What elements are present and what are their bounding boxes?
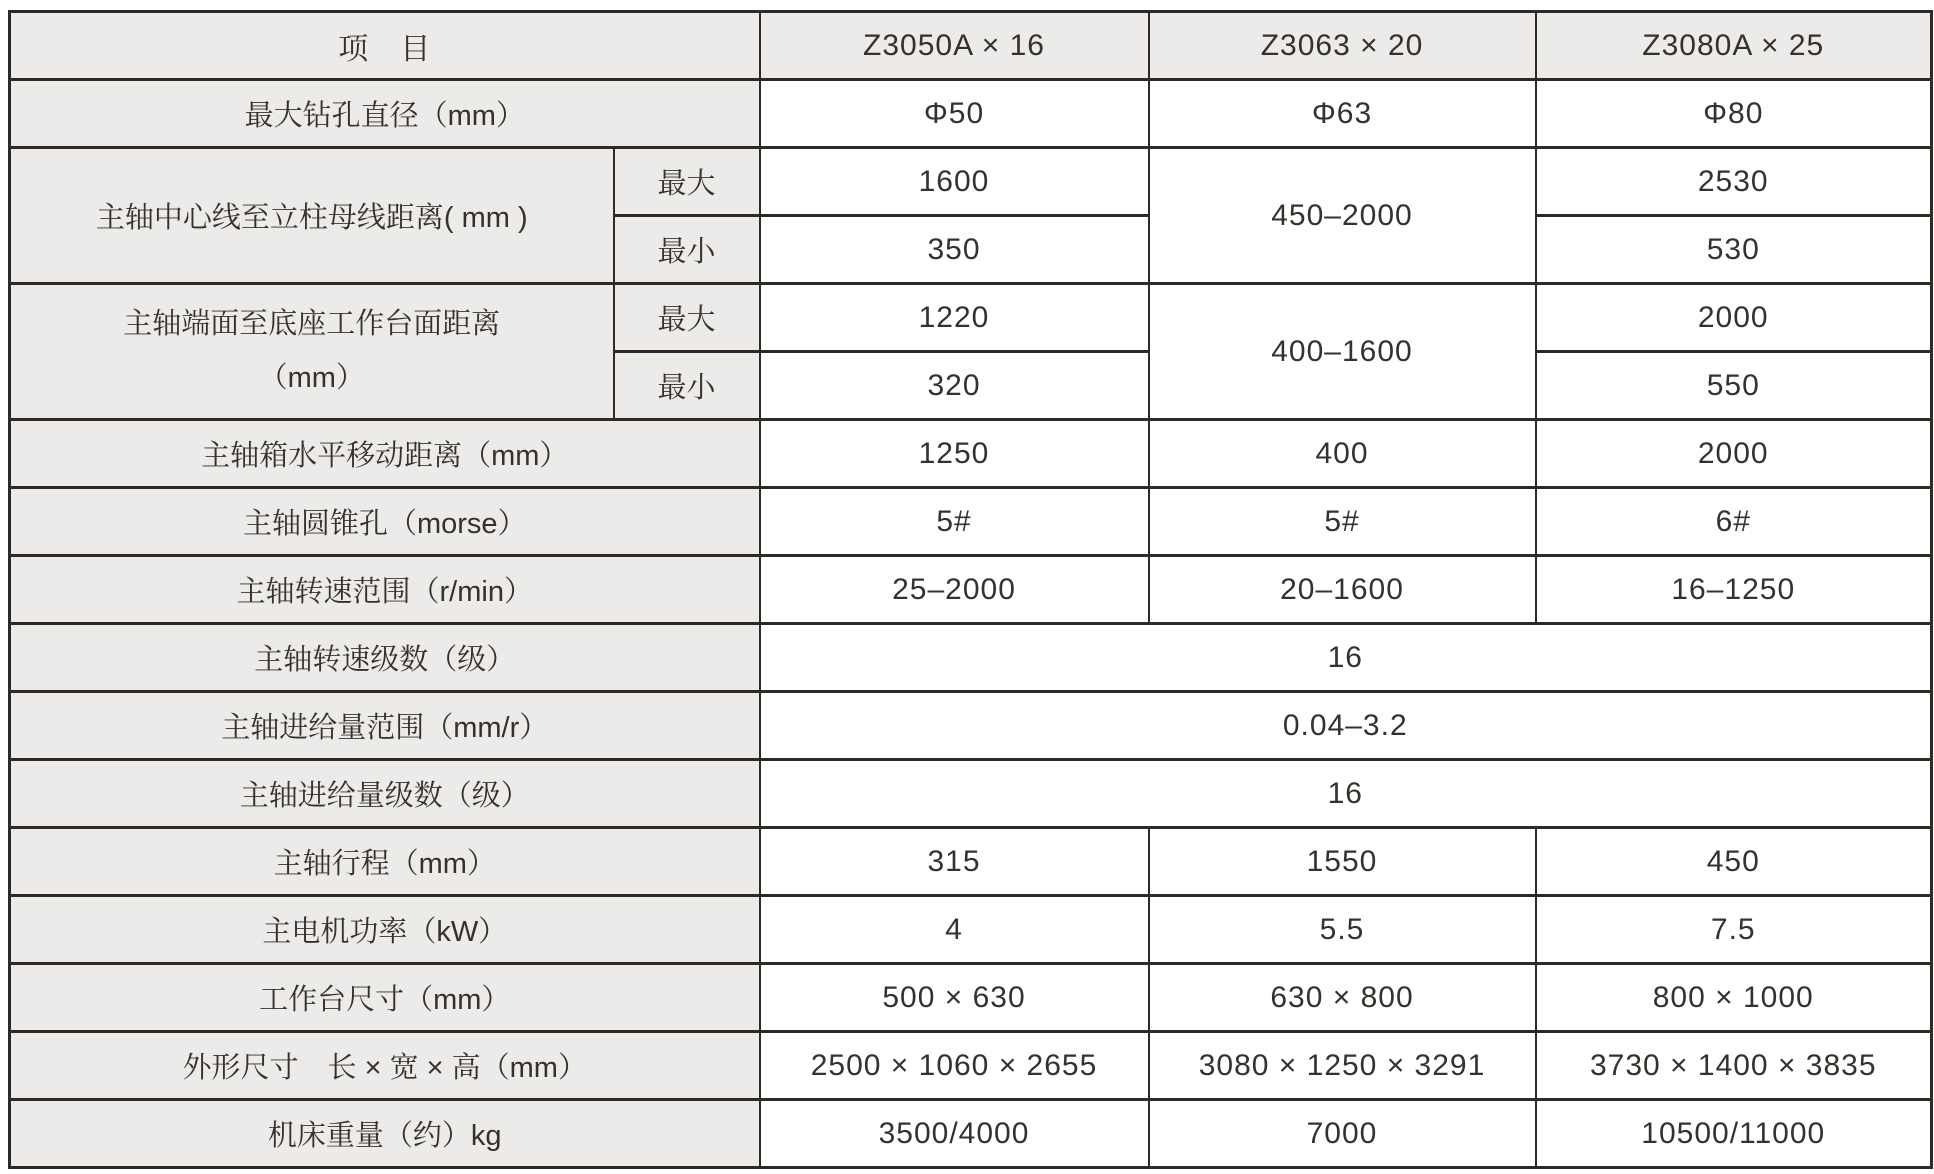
cell-table-size-c3: 800 × 1000 <box>1536 964 1932 1032</box>
cell-table-size-c1: 500 × 630 <box>760 964 1149 1032</box>
cell-horiz-move-label: 主轴箱水平移动距离（mm） <box>10 420 760 488</box>
header-model-z3050a: Z3050A × 16 <box>760 12 1149 80</box>
cell-weight-c3: 10500/11000 <box>1536 1100 1932 1168</box>
cell-dimensions-c1: 2500 × 1060 × 2655 <box>760 1032 1149 1100</box>
row-motor-power <box>10 896 1932 964</box>
cell-taper-label: 主轴圆锥孔（morse） <box>10 488 760 556</box>
cell-weight-c2: 7000 <box>1149 1100 1536 1168</box>
machine-spec-table <box>8 10 1933 1169</box>
cell-speed-range-c1: 25–2000 <box>760 556 1149 624</box>
cell-dimensions-c3: 3730 × 1400 × 3835 <box>1536 1032 1932 1100</box>
cell-center-dist-min-label: 最小 <box>614 216 760 284</box>
cell-end-dist-c2-range: 400–1600 <box>1149 284 1536 420</box>
cell-center-dist-max-label: 最大 <box>614 148 760 216</box>
cell-max-drill-c3: Φ80 <box>1536 80 1932 148</box>
cell-horiz-move-c1: 1250 <box>760 420 1149 488</box>
cell-motor-power-c3: 7.5 <box>1536 896 1932 964</box>
cell-weight-c1: 3500/4000 <box>760 1100 1149 1168</box>
row-weight <box>10 1100 1932 1168</box>
cell-center-dist-label: 主轴中心线至立柱母线距离( mm ) <box>10 148 614 284</box>
cell-speed-range-c2: 20–1600 <box>1149 556 1536 624</box>
cell-center-dist-c1-max: 1600 <box>760 148 1149 216</box>
row-stroke <box>10 828 1932 896</box>
cell-end-dist-label <box>10 284 614 420</box>
cell-speed-steps-label: 主轴转速级数（级） <box>10 624 760 692</box>
cell-taper-c3: 6# <box>1536 488 1932 556</box>
row-table-size <box>10 964 1932 1032</box>
cell-center-dist-c3-min: 530 <box>1536 216 1932 284</box>
row-feed-range <box>10 692 1932 760</box>
cell-taper-c1: 5# <box>760 488 1149 556</box>
row-center-dist-max <box>10 148 1932 216</box>
cell-speed-range-c3: 16–1250 <box>1536 556 1932 624</box>
cell-feed-steps-merged: 16 <box>760 760 1932 828</box>
cell-motor-power-c2: 5.5 <box>1149 896 1536 964</box>
cell-speed-range-label: 主轴转速范围（r/min） <box>10 556 760 624</box>
cell-table-size-label: 工作台尺寸（mm） <box>10 964 760 1032</box>
cell-horiz-move-c3: 2000 <box>1536 420 1932 488</box>
cell-stroke-c1: 315 <box>760 828 1149 896</box>
cell-feed-range-merged: 0.04–3.2 <box>760 692 1932 760</box>
cell-end-dist-label-line1: 主轴端面至底座工作台面距离 <box>123 307 501 340</box>
header-row <box>10 12 1932 80</box>
cell-dimensions-c2: 3080 × 1250 × 3291 <box>1149 1032 1536 1100</box>
cell-max-drill-c2: Φ63 <box>1149 80 1536 148</box>
cell-center-dist-c3-max: 2530 <box>1536 148 1932 216</box>
cell-stroke-label: 主轴行程（mm） <box>10 828 760 896</box>
header-model-z3063: Z3063 × 20 <box>1149 12 1536 80</box>
row-taper <box>10 488 1932 556</box>
cell-speed-steps-merged: 16 <box>760 624 1932 692</box>
cell-end-dist-min-label: 最小 <box>614 352 760 420</box>
row-horiz-move <box>10 420 1932 488</box>
cell-max-drill-c1: Φ50 <box>760 80 1149 148</box>
row-speed-steps <box>10 624 1932 692</box>
cell-end-dist-c1-min: 320 <box>760 352 1149 420</box>
cell-end-dist-label-line2: （mm） <box>258 361 365 394</box>
row-speed-range <box>10 556 1932 624</box>
row-end-dist-max <box>10 284 1932 352</box>
header-item: 项 目 <box>10 12 760 80</box>
cell-feed-range-label: 主轴进给量范围（mm/r） <box>10 692 760 760</box>
cell-end-dist-c3-max: 2000 <box>1536 284 1932 352</box>
cell-center-dist-c1-min: 350 <box>760 216 1149 284</box>
cell-weight-label: 机床重量（约）kg <box>10 1100 760 1168</box>
cell-stroke-c2: 1550 <box>1149 828 1536 896</box>
cell-end-dist-c1-max: 1220 <box>760 284 1149 352</box>
header-model-z3080a: Z3080A × 25 <box>1536 12 1932 80</box>
cell-stroke-c3: 450 <box>1536 828 1932 896</box>
cell-end-dist-max-label: 最大 <box>614 284 760 352</box>
cell-horiz-move-c2: 400 <box>1149 420 1536 488</box>
cell-center-dist-c2-range: 450–2000 <box>1149 148 1536 284</box>
cell-motor-power-c1: 4 <box>760 896 1149 964</box>
cell-table-size-c2: 630 × 800 <box>1149 964 1536 1032</box>
cell-max-drill-label: 最大钻孔直径（mm） <box>10 80 760 148</box>
row-max-drill <box>10 80 1932 148</box>
row-feed-steps <box>10 760 1932 828</box>
cell-dimensions-label: 外形尺寸 长 × 宽 × 高（mm） <box>10 1032 760 1100</box>
cell-end-dist-c3-min: 550 <box>1536 352 1932 420</box>
cell-feed-steps-label: 主轴进给量级数（级） <box>10 760 760 828</box>
cell-motor-power-label: 主电机功率（kW） <box>10 896 760 964</box>
cell-taper-c2: 5# <box>1149 488 1536 556</box>
row-dimensions <box>10 1032 1932 1100</box>
